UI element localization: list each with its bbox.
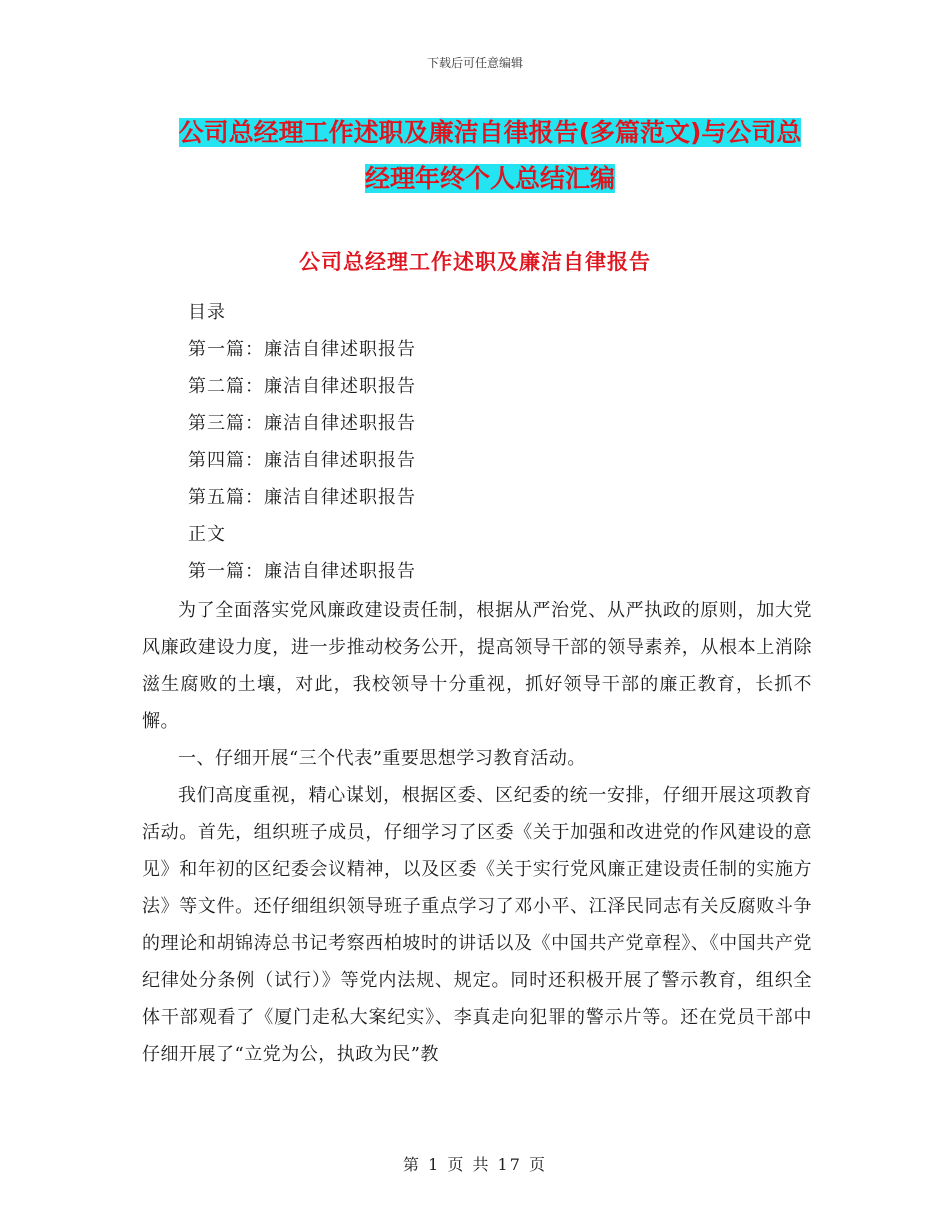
toc-item: 第四篇：廉洁自律述职报告 <box>188 450 416 471</box>
document-title <box>170 110 810 202</box>
document-body <box>142 592 812 1073</box>
paragraph-heading: 一、仔细开展“三个代表”重要思想学习教育活动。 <box>178 748 586 769</box>
paragraph: 我们高度重视，精心谋划，根据区委、区纪委的统一安排，仔细开展这项教育活动。首先，组织班子成员，仔细学习了区委《关于加强和改进党的作风建设的意见》和年初的区纪委会议精神，以及区委《关于实行党风廉正建设责任制的实施方法》等文件。还仔细组织领导班子重点学习了邓小平、江泽民同志有关反腐败斗争的理论和胡锦涛总书记考察西柏坡时的讲话以及《中国共产党章程》、《中国共产党纪律处分条例（试行）》等党内法规、规定。同时还积极开展了警示教育，组织全体干部观看了《厦门走私大案纪实》、李真走向犯罪的警示片等。还在党员干部中仔细开展了“立党为公，执政为民”教 <box>142 785 812 1065</box>
toc-heading: 目录 <box>188 302 226 323</box>
toc-item: 第三篇：廉洁自律述职报告 <box>188 413 416 434</box>
toc-item: 第一篇：廉洁自律述职报告 <box>188 339 416 360</box>
toc-item: 第二篇：廉洁自律述职报告 <box>188 376 416 397</box>
header-note: 下载后可任意编辑 <box>426 56 523 70</box>
chapter-heading: 第一篇：廉洁自律述职报告 <box>188 561 416 582</box>
paragraph: 为了全面落实党风廉政建设责任制，根据从严治党、从严执政的原则，加大党风廉政建设力度，进一步推动校务公开，提高领导干部的领导素养，从根本上消除滋生腐败的土壤，对此，我校领导十分重视，抓好领导干部的廉正教育，长抓不懈。 <box>142 600 812 732</box>
section-title: 公司总经理工作述职及廉洁自律报告 <box>299 250 651 274</box>
body-heading: 正文 <box>188 524 226 545</box>
page-number: 第 1 页 共 17 页 <box>403 1155 547 1174</box>
document-title-text: 公司总经理工作述职及廉洁自律报告(多篇范文)与公司总经理年终个人总结汇编 <box>178 118 802 193</box>
toc-item: 第五篇：廉洁自律述职报告 <box>188 487 416 508</box>
table-of-contents <box>188 294 808 590</box>
